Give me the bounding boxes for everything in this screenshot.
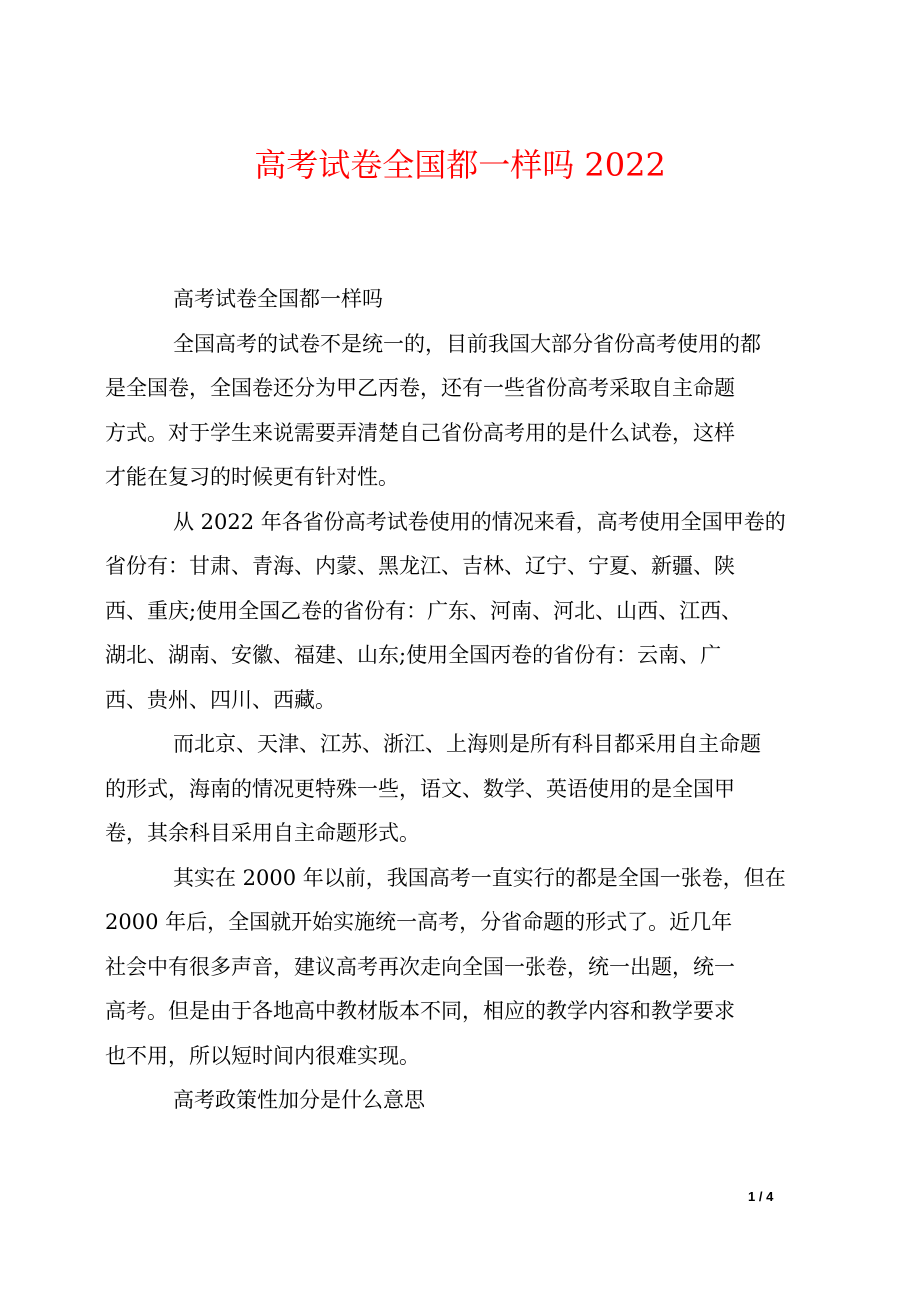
text-line: 而北京、天津、江苏、浙江、上海则是所有科目都采用自主命题: [173, 732, 761, 756]
paragraph: [105, 856, 786, 1079]
document-body: [105, 277, 786, 1123]
text-line: 社会中有很多声音，建议高考再次走向全国一张卷，统一出题，统一: [105, 954, 735, 979]
document-title: 高考试卷全国都一样吗 2022: [254, 146, 666, 184]
paragraph-heading-2: [139, 1078, 781, 1123]
text-line: 2000 年后，全国就开始实施统一高考，分省命题的形式了。近几年: [105, 910, 733, 934]
page-number: 1 / 4: [748, 1189, 774, 1204]
text-line: 也不用，所以短时间内很难实现。: [105, 1043, 420, 1068]
text-line: 卷，其余科目采用自主命题形式。: [105, 821, 420, 845]
text-line: 是全国卷，全国卷还分为甲乙丙卷，还有一些省份高考采取自主命题: [105, 376, 735, 400]
text-line: 高考试卷全国都一样吗: [173, 287, 383, 311]
text-line: 高考政策性加分是什么意思: [173, 1088, 425, 1112]
text-line: 从 2022 年各省份高考试卷使用的情况来看，高考使用全国甲卷的: [173, 509, 786, 534]
paragraph: [105, 722, 781, 856]
text-line: 西、重庆;使用全国乙卷的省份有：广东、河南、河北、山西、江西、: [105, 598, 743, 623]
paragraph-heading-1: [139, 277, 781, 322]
text-line: 方式。对于学生来说需要弄清楚自己省份高考用的是什么试卷，这样: [105, 420, 735, 445]
paragraph: [105, 500, 786, 723]
text-line: 湖北、湖南、安徽、福建、山东;使用全国丙卷的省份有：云南、广: [105, 643, 722, 667]
text-line: 的形式，海南的情况更特殊一些，语文、数学、英语使用的是全国甲: [105, 776, 735, 801]
text-line: 高考。但是由于各地高中教材版本不同，相应的教学内容和教学要求: [105, 999, 735, 1023]
text-line: 其实在 2000 年以前，我国高考一直实行的都是全国一张卷，但在: [173, 865, 786, 890]
text-line: 省份有：甘肃、青海、内蒙、黑龙江、吉林、辽宁、宁夏、新疆、陕: [105, 554, 735, 578]
text-line: 西、贵州、四川、西藏。: [105, 687, 336, 712]
paragraph: [105, 322, 781, 500]
text-line: 全国高考的试卷不是统一的，目前我国大部分省份高考使用的都: [173, 331, 761, 356]
text-line: 才能在复习的时候更有针对性。: [105, 465, 399, 489]
